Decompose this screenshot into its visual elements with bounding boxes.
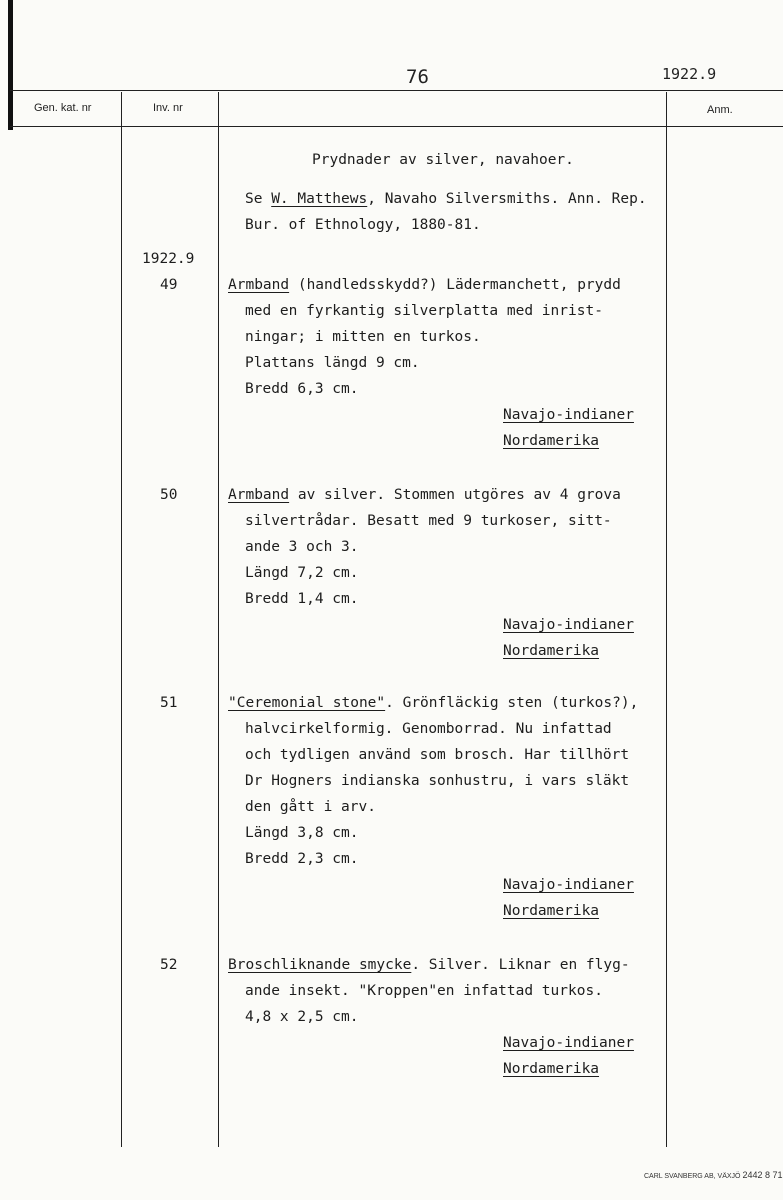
entry-52-line-3: 4,8 x 2,5 cm.	[245, 1009, 359, 1025]
entry-50-origin-1: Navajo-indianer	[503, 617, 634, 633]
entry-51-origin-2: Nordamerika	[503, 903, 600, 919]
entry-50-line-2: silvertrådar. Besatt med 9 turkoser, sitt-	[245, 513, 612, 529]
entry-51-line-4: Dr Hogners indianska sonhustru, i vars släkt	[245, 773, 630, 789]
column-rule-2	[218, 92, 219, 1147]
reference-line-2: Bur. of Ethnology, 1880-81.	[245, 217, 481, 233]
printer-imprint: CARL SVANBERG AB, VÄXJÖ 2442 8 71	[644, 1170, 783, 1180]
column-header-gen-kat-nr: Gen. kat. nr	[34, 102, 92, 114]
entry-51-line-7: Bredd 2,3 cm.	[245, 851, 359, 867]
entry-49-line-4: Plattans längd 9 cm.	[245, 355, 420, 371]
entry-51-line-5: den gått i arv.	[245, 799, 376, 815]
header-bottom-rule	[10, 126, 783, 127]
entry-52-line-1: Broschliknande smycke. Silver. Liknar en flyg-	[228, 957, 630, 973]
entry-49-line-3: ningar; i mitten en turkos.	[245, 329, 481, 345]
page-edge-bar	[8, 0, 13, 130]
entry-52-origin-2: Nordamerika	[503, 1061, 600, 1077]
header-top-rule	[10, 90, 783, 91]
reference-rest: , Navaho Silversmiths. Ann. Rep.	[367, 191, 647, 207]
entry-50-line-3: ande 3 och 3.	[245, 539, 359, 555]
reference-author: W. Matthews	[271, 191, 368, 207]
inv-number-51: 51	[160, 695, 178, 711]
entry-51-line-2: halvcirkelformig. Genomborrad. Nu infattad	[245, 721, 612, 737]
year-label: 1922.9	[142, 251, 195, 267]
corner-date: 1922.9	[662, 65, 717, 83]
entry-49-line-2: med en fyrkantig silverplatta med inrist-	[245, 303, 603, 319]
reference-line-1	[245, 192, 647, 207]
reference-prefix: Se	[245, 191, 272, 207]
entry-49-origin-2: Nordamerika	[503, 433, 600, 449]
entry-50-title: Armband	[228, 487, 290, 503]
inv-number-52: 52	[160, 957, 178, 973]
column-rule-3	[666, 92, 667, 1147]
entry-51-line-6: Längd 3,8 cm.	[245, 825, 359, 841]
entry-51-line-3: och tydligen använd som brosch. Har tillhört	[245, 747, 630, 763]
entry-51-line-1: "Ceremonial stone". Grönfläckig sten (turkos?),	[228, 695, 639, 711]
entry-51-title: "Ceremonial stone"	[228, 695, 386, 711]
entry-49-origin-1: Navajo-indianer	[503, 407, 634, 423]
inv-number-50: 50	[160, 487, 178, 503]
column-rule-1	[121, 92, 122, 1147]
page-number: 76	[406, 66, 429, 88]
entry-49-line-5: Bredd 6,3 cm.	[245, 381, 359, 397]
entry-49-line-1: Armband (handledsskydd?) Lädermanchett, prydd	[228, 277, 621, 293]
inv-number-49: 49	[160, 277, 178, 293]
entry-50-line-5: Bredd 1,4 cm.	[245, 591, 359, 607]
section-heading: Prydnader av silver, navahoer.	[312, 152, 574, 168]
entry-52-title: Broschliknande smycke	[228, 957, 412, 973]
column-header-anm: Anm.	[707, 104, 733, 116]
entry-50-line-1: Armband av silver. Stommen utgöres av 4 grova	[228, 487, 621, 503]
entry-50-line-4: Längd 7,2 cm.	[245, 565, 359, 581]
column-header-inv-nr: Inv. nr	[153, 102, 183, 114]
entry-52-line-2: ande insekt. "Kroppen"en infattad turkos.	[245, 983, 603, 999]
entry-51-origin-1: Navajo-indianer	[503, 877, 634, 893]
entry-52-origin-1: Navajo-indianer	[503, 1035, 634, 1051]
entry-50-origin-2: Nordamerika	[503, 643, 600, 659]
entry-49-title: Armband	[228, 277, 290, 293]
